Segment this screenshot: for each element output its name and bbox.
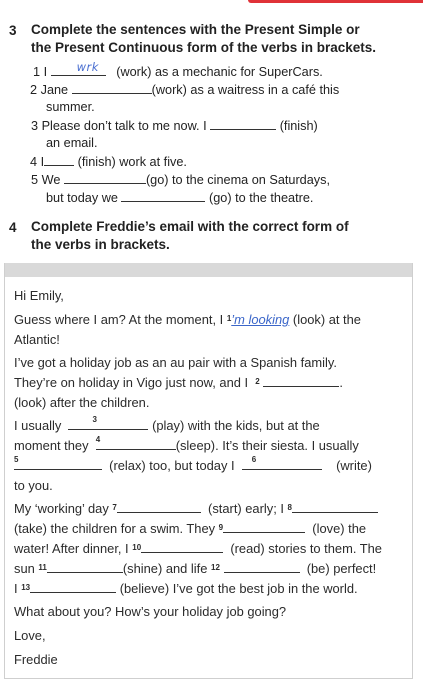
- email-blank-13[interactable]: [30, 579, 116, 593]
- gap-number: 3: [92, 415, 97, 424]
- answer-blank-4[interactable]: [44, 152, 74, 166]
- item-text: (finish) work at five.: [77, 155, 187, 169]
- email-text: moment they: [14, 438, 89, 453]
- email-text: (sleep). It’s their siesta. I usually: [175, 438, 359, 453]
- email-blank-7[interactable]: [117, 499, 201, 513]
- email-line: [14, 559, 376, 579]
- gap-number: 5: [14, 455, 19, 464]
- email-line: [14, 579, 358, 599]
- item-text: Please don’t talk to me now. I: [41, 119, 207, 133]
- email-blank-12[interactable]: [224, 559, 300, 573]
- ex3-item-2: [30, 80, 339, 99]
- email-text: (write): [336, 458, 372, 473]
- gap-number: 2: [255, 377, 260, 386]
- item-text: (work) as a waitress in a café this: [151, 83, 340, 97]
- gap-number: 7: [112, 503, 117, 512]
- item-text: Jane: [40, 83, 69, 97]
- email-line: [14, 519, 366, 539]
- exercise-4-title-line1: Complete Freddie’s email with the correct form of: [31, 219, 349, 234]
- gap-number: 8: [287, 503, 292, 512]
- item-text: (go) to the theatre.: [209, 191, 314, 205]
- answer-blank-5b[interactable]: [121, 188, 205, 202]
- gap-number: 6: [251, 455, 257, 464]
- email-closing: Love,: [14, 628, 46, 643]
- email-text: They’re on holiday in Vigo just now, and I: [14, 375, 249, 390]
- exercise-4-title-line2: the verbs in brackets.: [31, 237, 170, 252]
- email-blank-11[interactable]: [47, 559, 123, 573]
- email-line: [14, 310, 361, 330]
- email-blank-8[interactable]: [292, 499, 378, 513]
- item-text: (finish): [279, 119, 318, 133]
- email-text: (read) stories to them. The: [230, 541, 382, 556]
- email-signature: Freddie: [14, 652, 58, 667]
- email-line: [14, 539, 382, 559]
- exercise-3-number: 3: [9, 23, 17, 38]
- exercise-4-number: 4: [9, 220, 17, 235]
- item-text: (work) as a mechanic for SuperCars.: [116, 65, 323, 79]
- ex3-item-5-cont: [46, 188, 313, 207]
- email-text: (take) the children for a swim. They: [14, 521, 216, 536]
- email-blank-5[interactable]: [14, 456, 102, 470]
- email-text: (relax) too, but today I: [109, 458, 235, 473]
- email-text: (be) perfect!: [306, 561, 377, 576]
- answer-blank-1[interactable]: [51, 62, 106, 76]
- top-bar: [0, 0, 423, 4]
- item-number: 3: [31, 119, 39, 133]
- email-blank-3[interactable]: [68, 416, 148, 430]
- email-text: I: [14, 581, 18, 596]
- email-text: Guess where I am? At the moment, I: [14, 312, 224, 327]
- gap-number: 9: [218, 523, 224, 532]
- email-blank-10[interactable]: [141, 539, 223, 553]
- gap-number: 1: [226, 314, 232, 323]
- item-text: We: [41, 173, 61, 187]
- email-line: They’re on holiday in Vigo just now, and I $^2$ .: [14, 375, 343, 390]
- handwritten-answer: wrk: [76, 60, 99, 74]
- ex3-item-2-cont: summer.: [46, 100, 95, 114]
- exercise-3-title-line2: the Present Continuous form of the verbs in brackets.: [31, 40, 377, 55]
- ex3-item-1: [33, 62, 323, 81]
- gap-number: 12: [211, 563, 220, 572]
- gap-number: 4: [95, 435, 101, 444]
- answer-blank-3[interactable]: [210, 116, 276, 130]
- accent-stripe: [248, 0, 423, 3]
- email-line: [14, 499, 378, 519]
- email-line: [14, 456, 372, 476]
- email-text: My ‘working’ day: [14, 501, 109, 516]
- item-text: I: [43, 65, 48, 79]
- email-text: (believe) I’ve got the best job in the world.: [119, 581, 358, 596]
- email-line: Atlantic!: [14, 332, 60, 347]
- item-text: I: [40, 155, 45, 169]
- example-answer: ’m looking: [231, 312, 290, 327]
- answer-blank-5a[interactable]: [64, 170, 146, 184]
- email-text: water! After dinner, I: [14, 541, 129, 556]
- email-blank-6[interactable]: [242, 456, 322, 470]
- email-line: (look) after the children.: [14, 395, 150, 410]
- email-line: [14, 416, 320, 436]
- item-text: (go) to the cinema on Saturdays,: [145, 173, 331, 187]
- ex3-item-3-cont: an email.: [46, 136, 98, 150]
- gap-number: 11: [38, 563, 47, 572]
- answer-blank-2[interactable]: [72, 80, 152, 94]
- email-line: to you.: [14, 478, 53, 493]
- gap-number: 10: [132, 543, 142, 552]
- email-line: [14, 436, 359, 456]
- item-number: 1: [33, 65, 41, 79]
- email-line: What about you? How’s your holiday job going?: [14, 604, 287, 619]
- email-text: (love) the: [312, 521, 367, 536]
- exercise-3-title-line1: Complete the sentences with the Present Simple or: [31, 22, 360, 37]
- email-text: (start) early; I: [208, 501, 284, 516]
- ex3-item-5: [31, 170, 330, 189]
- item-number: 4: [30, 155, 38, 169]
- email-text: (play) with the kids, but at the: [152, 418, 320, 433]
- gap-number: 13: [21, 583, 31, 592]
- email-text: (shine) and life: [122, 561, 208, 576]
- email-line: I’ve got a holiday job as an au pair with a Spanish family.: [14, 355, 337, 370]
- email-text: I usually: [14, 418, 62, 433]
- ex3-item-3: [31, 116, 318, 135]
- item-number: 5: [31, 173, 39, 187]
- email-text: (look) at the: [292, 312, 361, 327]
- email-blank-2[interactable]: [263, 373, 339, 387]
- email-greeting: Hi Emily,: [14, 288, 64, 303]
- email-blank-4[interactable]: [96, 436, 176, 450]
- item-number: 2: [30, 83, 38, 97]
- ex3-item-4: [30, 152, 187, 171]
- email-blank-9[interactable]: [223, 519, 305, 533]
- item-text: but today we: [46, 191, 118, 205]
- email-text: sun: [14, 561, 35, 576]
